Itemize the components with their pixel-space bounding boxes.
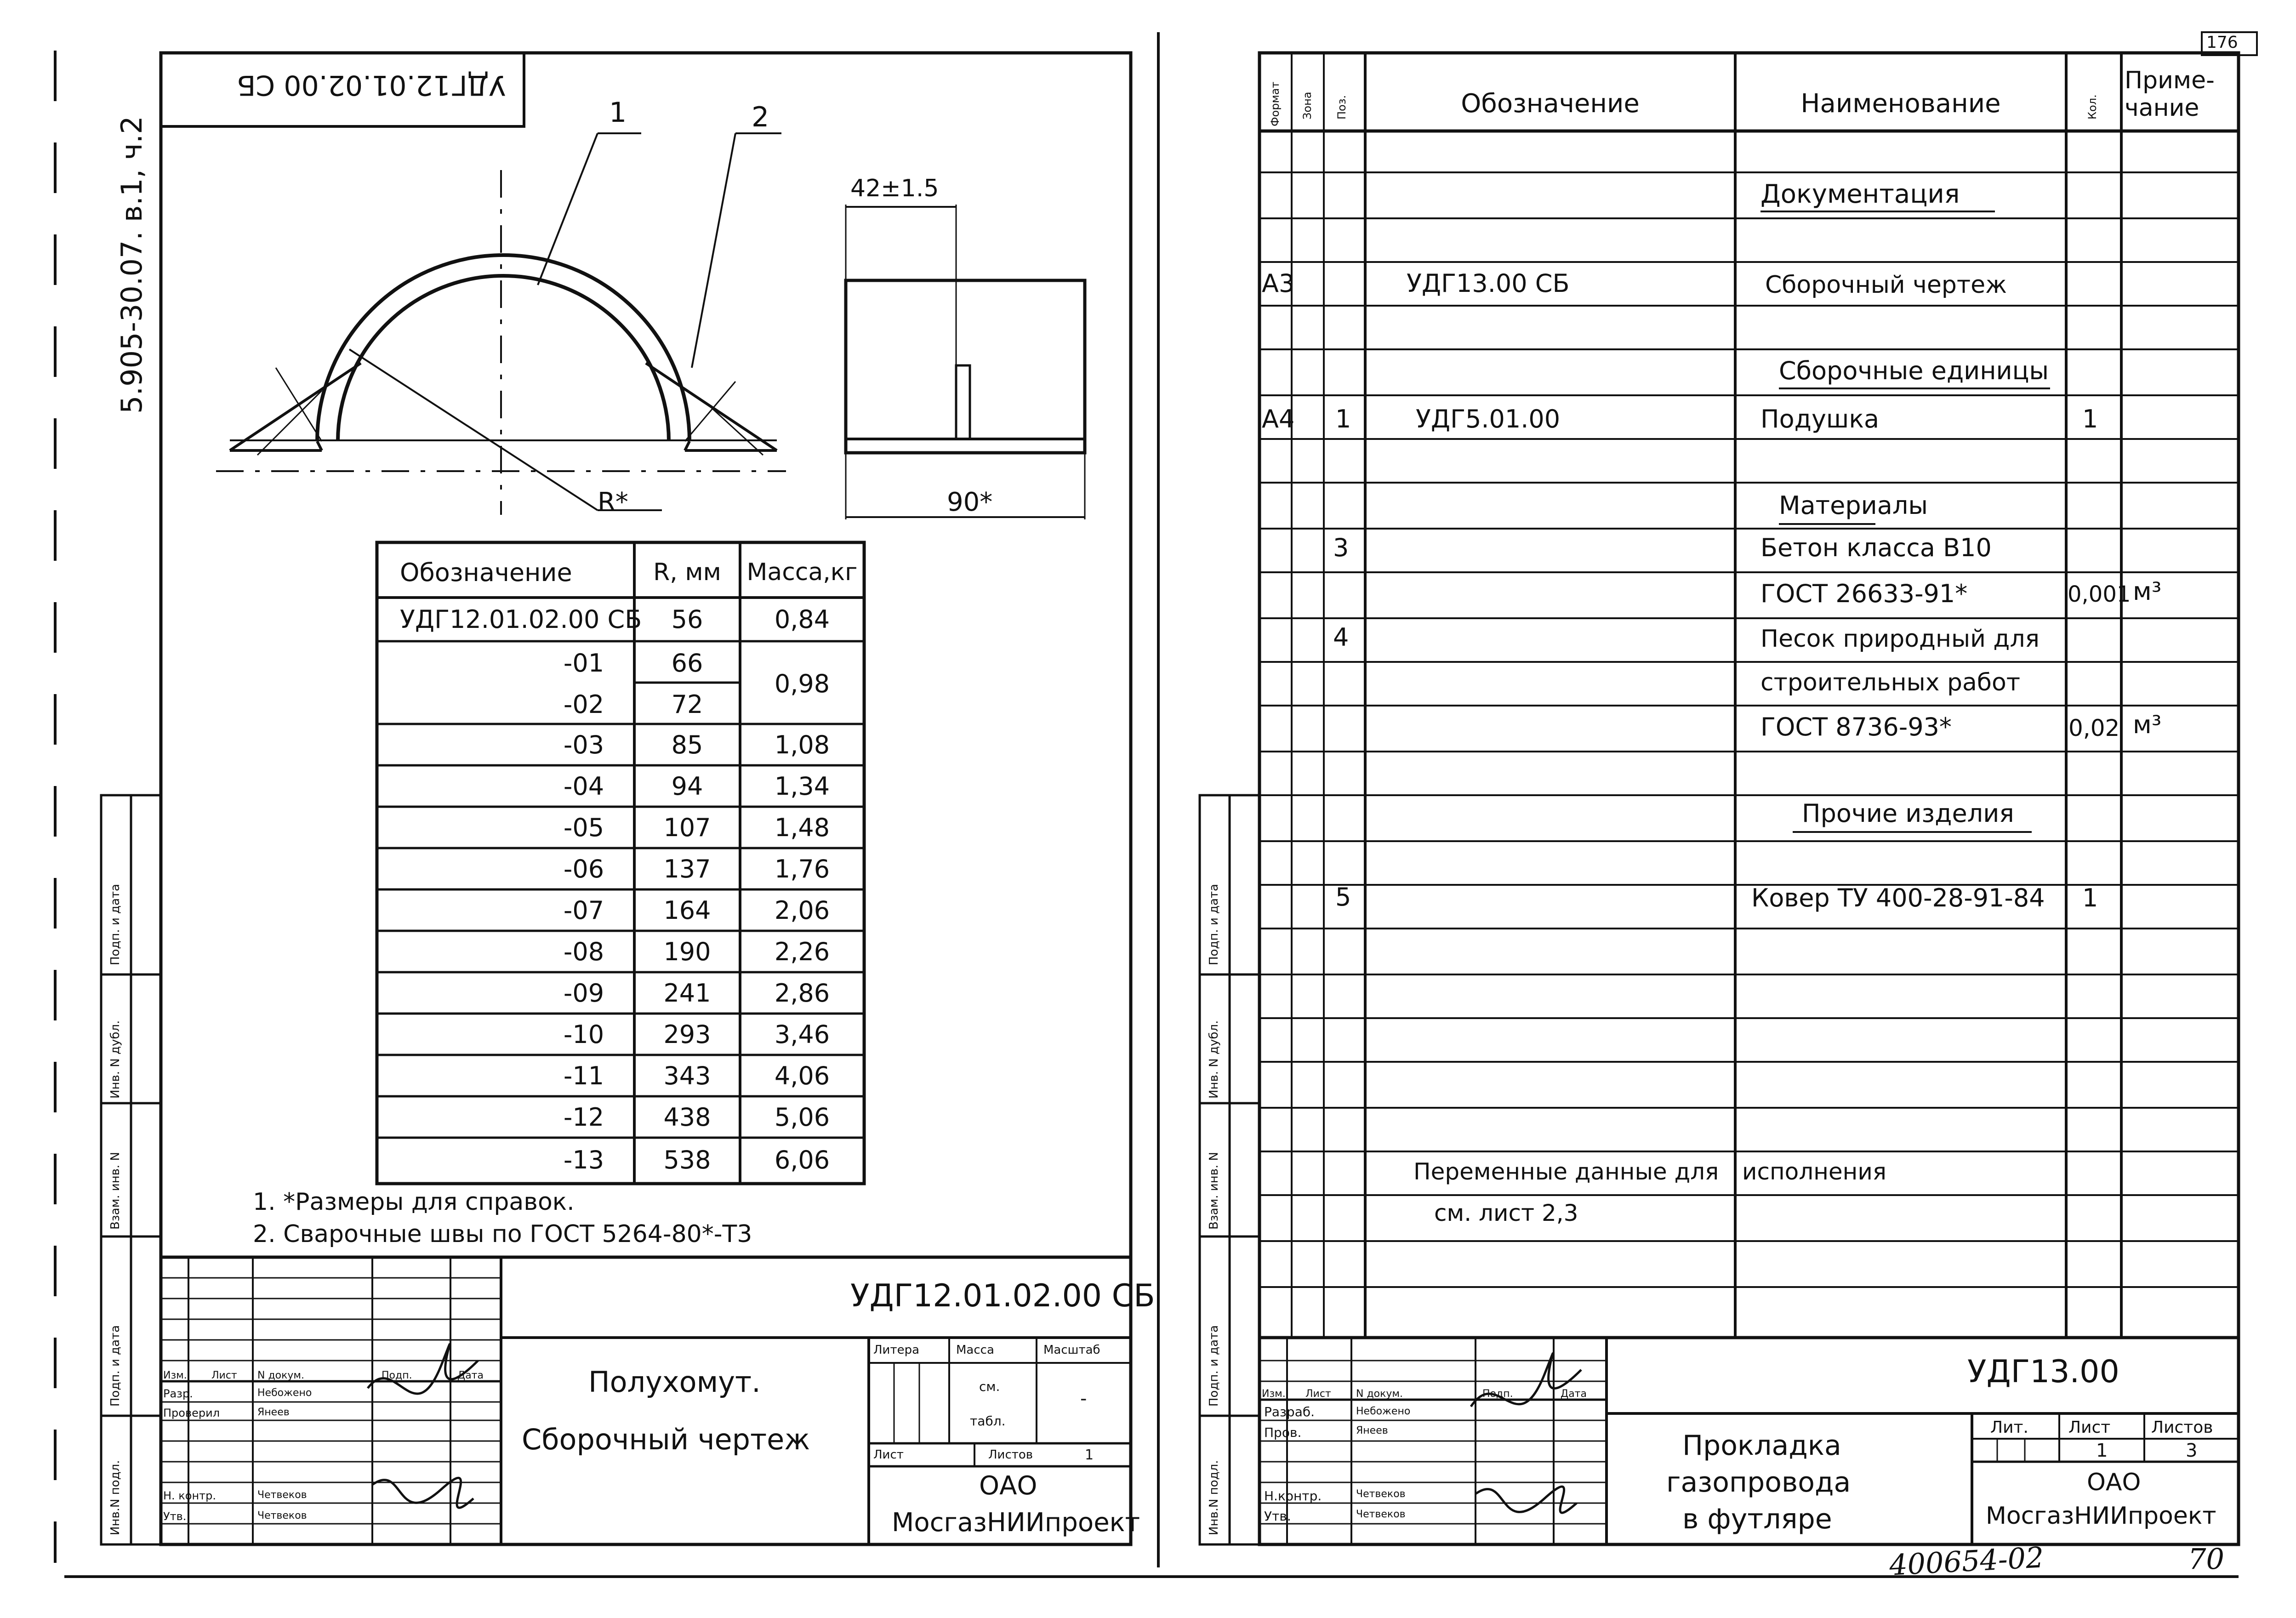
- spec-header-name: Наименование: [1800, 88, 2001, 119]
- side-label: Инв.N подл.: [108, 1460, 122, 1535]
- spec-header-format: Формат: [1269, 81, 1282, 126]
- row-mass: 1,48: [774, 813, 830, 842]
- side-label: Инв.N подл.: [1207, 1460, 1221, 1535]
- side-code: 5.905-30.07. в.1, ч.2: [115, 116, 148, 414]
- row-code: УДГ12.01.02.00 СБ: [400, 605, 642, 634]
- variable-note-1b: исполнения: [1742, 1158, 1886, 1185]
- spec-heading: Документация: [1760, 179, 1960, 209]
- spec-pos: 4: [1333, 623, 1349, 652]
- spec-name: Подушка: [1760, 404, 1880, 433]
- callout-2: 2: [752, 101, 769, 133]
- handwritten-ref: 400654-02: [1888, 1540, 2045, 1582]
- side-label: Инв. N дубл.: [108, 1020, 122, 1099]
- role: Пров.: [1264, 1425, 1302, 1440]
- spec-format: А4: [1262, 404, 1295, 433]
- row-mass: 2,26: [774, 937, 830, 966]
- role-name: Четвеков: [1356, 1509, 1406, 1520]
- spec-pos: 5: [1335, 883, 1351, 912]
- col-head: Изм.: [163, 1370, 187, 1381]
- role-name: Небожено: [1356, 1406, 1411, 1417]
- table-header-code: Обозначение: [400, 558, 572, 587]
- row-code: -11: [563, 1061, 604, 1090]
- role: Проверил: [163, 1407, 220, 1419]
- dim-width-top: 42±1.5: [850, 175, 939, 202]
- row-code: -04: [563, 772, 604, 801]
- side-label: Взам. инв. N: [1207, 1152, 1221, 1230]
- masshtab-value: -: [1080, 1388, 1087, 1409]
- variable-note-2: см. лист 2,3: [1434, 1200, 1578, 1226]
- spec-heading: Прочие изделия: [1802, 799, 2014, 828]
- row-mass: 2,86: [774, 979, 830, 1008]
- callout-1: 1: [609, 97, 627, 129]
- role: Разр.: [163, 1387, 193, 1400]
- massa-value-2: табл.: [970, 1413, 1006, 1429]
- spec-heading: Материалы: [1779, 491, 1928, 520]
- org-1: ОАО: [2087, 1469, 2141, 1496]
- spec-name: Сборочный чертеж: [1765, 271, 2007, 299]
- role-name: Янеев: [257, 1407, 290, 1418]
- massa-value-1: см.: [979, 1379, 1000, 1394]
- row-mass: 2,06: [774, 896, 830, 925]
- row-r: 190: [663, 937, 711, 966]
- col-head: Лист: [211, 1370, 237, 1381]
- variable-note-1: Переменные данные для: [1413, 1158, 1719, 1185]
- row-r: 56: [671, 605, 703, 634]
- row-code: -05: [563, 813, 604, 842]
- row-mass: 0,98: [774, 669, 830, 698]
- title-line-1: Прокладка: [1682, 1430, 1841, 1462]
- col-head: Подп.: [382, 1370, 412, 1381]
- spec-pos: 1: [1335, 404, 1351, 433]
- role-name: Небожено: [257, 1387, 312, 1399]
- role-name: Четвеков: [257, 1489, 307, 1501]
- row-mass: 1,76: [774, 855, 830, 883]
- note-1: 1. *Размеры для справок.: [253, 1188, 575, 1216]
- row-r: 85: [671, 730, 703, 759]
- sheets-label: Листов: [988, 1448, 1033, 1462]
- title-line-2: газопровода: [1666, 1466, 1851, 1498]
- row-code: -01: [563, 649, 604, 678]
- row-r: 107: [663, 813, 711, 842]
- row-r: 293: [663, 1020, 711, 1049]
- title-line-2: Сборочный чертеж: [522, 1423, 810, 1456]
- spec-name: Бетон класса В10: [1760, 533, 1992, 562]
- side-label: Подп. и дата: [108, 1325, 122, 1407]
- spec-qty: 1: [2082, 404, 2098, 433]
- spec-name: строительных работ: [1760, 669, 2021, 696]
- row-code: -07: [563, 896, 604, 925]
- col-head: Лист: [1305, 1388, 1331, 1400]
- row-r: 343: [663, 1061, 711, 1090]
- row-mass: 6,06: [774, 1145, 830, 1174]
- dim-width-bottom: 90*: [947, 487, 993, 517]
- role: Н.контр.: [1264, 1488, 1322, 1504]
- row-mass: 5,06: [774, 1103, 830, 1132]
- col-head: N докум.: [257, 1370, 305, 1381]
- spec-name: ГОСТ 8736-93*: [1760, 712, 1952, 741]
- side-label: Взам. инв. N: [108, 1152, 122, 1230]
- spec-name: Песок природный для: [1760, 625, 2040, 653]
- sheets-value: 3: [2186, 1440, 2198, 1461]
- col-head: Дата: [1561, 1388, 1587, 1400]
- spec-heading: Сборочные единицы: [1779, 356, 2049, 385]
- col-head: N докум.: [1356, 1388, 1403, 1400]
- row-code: -06: [563, 855, 604, 883]
- role: Утв.: [163, 1510, 187, 1523]
- role-name: Четвеков: [257, 1510, 307, 1521]
- table-header-r: R, мм: [653, 558, 721, 586]
- spec-header-note-2: чание: [2125, 94, 2199, 122]
- title-line-3: в футляре: [1682, 1503, 1832, 1535]
- row-r: 94: [671, 772, 703, 801]
- title-block-code: УДГ12.01.02.00 СБ: [850, 1278, 1155, 1314]
- side-label: Подп. и дата: [108, 883, 122, 965]
- note-2: 2. Сварочные швы по ГОСТ 5264-80*-Т3: [253, 1220, 752, 1248]
- sheets-label: Листов: [2151, 1418, 2213, 1437]
- row-r: 438: [663, 1103, 711, 1132]
- row-code: -09: [563, 979, 604, 1008]
- table-header-mass: Масса,кг: [746, 558, 858, 586]
- spec-note: м³: [2133, 710, 2162, 739]
- sheets-value: 1: [1085, 1447, 1094, 1463]
- col-head: Дата: [457, 1370, 484, 1381]
- row-code: -13: [563, 1145, 604, 1174]
- masshtab-label: Масштаб: [1043, 1343, 1100, 1357]
- row-code: -03: [563, 730, 604, 759]
- spec-format: А3: [1262, 269, 1295, 298]
- spec-header-pos: Поз.: [1335, 95, 1348, 120]
- title-block-code: УДГ13.00: [1967, 1354, 2119, 1390]
- sheet-label: Лист: [2068, 1418, 2111, 1437]
- spec-name: Ковер ТУ 400-28-91-84: [1751, 883, 2045, 912]
- row-r: 164: [663, 896, 711, 925]
- spec-pos: 3: [1333, 533, 1349, 562]
- page-number: 176: [2206, 33, 2238, 52]
- sheet-value: 1: [2096, 1440, 2108, 1461]
- spec-qty: 0,02: [2068, 715, 2120, 741]
- col-head: Подп.: [1482, 1388, 1513, 1400]
- massa-label: Масса: [956, 1343, 994, 1357]
- role: Н. контр.: [163, 1489, 216, 1502]
- row-mass: 0,84: [774, 605, 830, 634]
- col-head: Изм.: [1262, 1388, 1286, 1400]
- spec-qty: 1: [2082, 883, 2098, 912]
- lit-label: Лит.: [1990, 1418, 2028, 1437]
- row-code: -10: [563, 1020, 604, 1049]
- org-1: ОАО: [979, 1471, 1037, 1501]
- role-name: Янеев: [1356, 1425, 1388, 1436]
- row-r: 66: [671, 649, 703, 678]
- role: Разраб.: [1264, 1404, 1315, 1419]
- row-r: 538: [663, 1145, 711, 1174]
- row-mass: 4,06: [774, 1061, 830, 1090]
- handwritten-number: 70: [2188, 1542, 2224, 1576]
- litera-label: Литера: [873, 1343, 920, 1357]
- side-label: Инв. N дубл.: [1207, 1020, 1221, 1099]
- side-label: Подп. и дата: [1207, 1325, 1221, 1407]
- spec-header-zone: Зона: [1301, 91, 1314, 120]
- spec-code: УДГ5.01.00: [1416, 404, 1561, 433]
- side-label: Подп. и дата: [1207, 883, 1221, 965]
- row-r: 241: [663, 979, 711, 1008]
- spec-header-note-1: Приме-: [2125, 67, 2215, 94]
- top-stamp-code: УДГ12.01.02.00 СБ: [237, 69, 506, 101]
- row-r: 137: [663, 855, 711, 883]
- spec-code: УДГ13.00 СБ: [1407, 269, 1570, 298]
- role-name: Четвеков: [1356, 1488, 1406, 1500]
- spec-qty: 0,001: [2068, 581, 2131, 607]
- spec-header-code: Обозначение: [1461, 88, 1640, 119]
- org-2: МосгазНИИпроект: [1986, 1502, 2216, 1530]
- row-r: 72: [671, 690, 703, 719]
- row-mass: 3,46: [774, 1020, 830, 1049]
- row-mass: 1,34: [774, 772, 830, 801]
- role: Утв.: [1264, 1509, 1291, 1524]
- title-line-1: Полухомут.: [588, 1365, 761, 1399]
- row-code: -08: [563, 937, 604, 966]
- spec-name: ГОСТ 26633-91*: [1760, 579, 1968, 608]
- row-code: -02: [563, 690, 604, 719]
- row-code: -12: [563, 1103, 604, 1132]
- org-2: МосгазНИИпроект: [892, 1508, 1140, 1538]
- sheet-label: Лист: [873, 1448, 904, 1462]
- dim-radius: R*: [598, 487, 628, 517]
- spec-note: м³: [2133, 577, 2162, 606]
- spec-header-qty: Кол.: [2086, 94, 2099, 120]
- row-mass: 1,08: [774, 730, 830, 759]
